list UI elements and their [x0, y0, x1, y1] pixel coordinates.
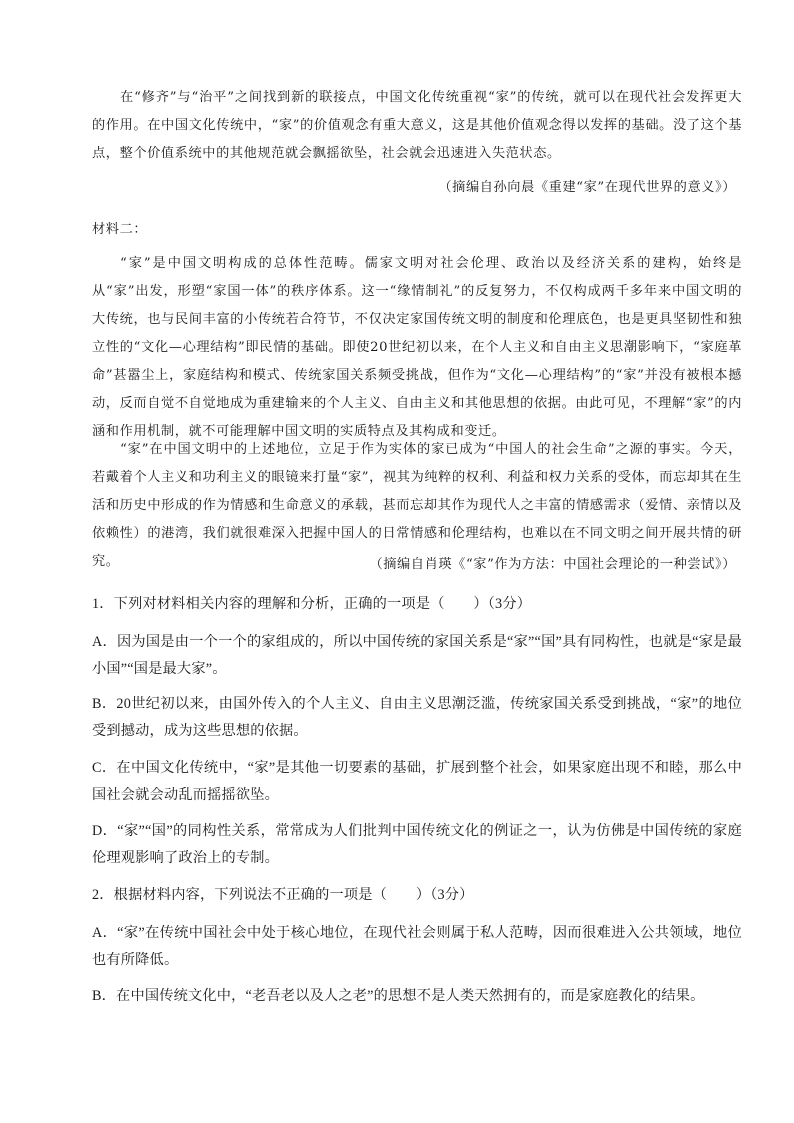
- question-1-stem: 1．下列对材料相关内容的理解和分析，正确的一项是（ ）（3分）: [92, 596, 532, 612]
- question-1-option-d: D．“家”“国”的同构性关系，常常成为人们批判中国传统文化的例证之一，认为仿佛是中国传统的家庭伦理观影响了政治上的专制。: [92, 823, 742, 866]
- material1-paragraph: 在“修齐”与“治平”之间找到新的联接点，中国文化传统重视“家”的传统，就可以在现代社会发挥更大的作用。在中国文化传统中，“家”的价值观念有重大意义，这是其他价值观念得以发挥的基础。没了这个基点，整个价值系统中的其他规范就会飘摇欲坠，社会就会迅速进入失范状态。: [92, 90, 742, 161]
- question-2-option-a: A．“家”在传统中国社会中处于核心地位，在现代社会则属于私人范畴，因而很难进入公共领域，地位也有所降低。: [92, 925, 742, 968]
- material1-source: （摘编自孙向晨《重建“家”在现代世界的意义》）: [438, 180, 736, 195]
- material2-paragraph-1: “家”是中国文明构成的总体性范畴。儒家文明对社会伦理、政治以及经济关系的建构，始终是从“家”出发，形塑“家国一体”的秩序体系。这一“缘情制礼”的反复努力，不仅构成两千多年来中国文明的大传统，也与民间丰富的小传统若合符节，不仅决定家国传统文明的制度和伦理底色，也是更具坚韧性和独立性的“文化—心理结构”即民情的基础。即使20世纪初以来，在个人主义和自由主义思潮影响下，“家庭革命”甚嚣尘上，家庭结构和模式、传统家国关系频受挑战，但作为“文化—心理结构”的“家”并没有被根本撼动，反而自觉不自觉地成为重建输来的个人主义、自由主义和其他思想的依据。由此可见，不理解“家”的内涵和作用机制，就不可能理解中国文明的实质特点及其构成和变迁。: [92, 256, 742, 439]
- question-2-option-b: B．在中国传统文化中，“老吾老以及人之老”的思想不是人类天然拥有的，而是家庭教化的结果。: [92, 988, 705, 1004]
- question-2-stem: 2．根据材料内容，下列说法不正确的一项是（ ）（3分）: [92, 887, 474, 903]
- question-1-option-a: A．因为国是由一个一个的家组成的，所以中国传统的家国关系是“家”“国”具有同构性，也就是“家是最小国”“国是最大家”。: [92, 634, 742, 677]
- question-1-option-b: B．20世纪初以来，由国外传入的个人主义、自由主义思潮泛滥，传统家国关系受到挑战，“家”的地位受到撼动，成为这些思想的依据。: [92, 696, 742, 739]
- question-1-option-c: C．在中国文化传统中，“家”是其他一切要素的基础，扩展到整个社会，如果家庭出现不和睦，那么中国社会就会动乱而摇摇欲坠。: [92, 760, 742, 803]
- material2-paragraph-2: “家”在中国文明中的上述地位，立足于作为实体的家已成为“中国人的社会生命”之源的事实。今天，若戴着个人主义和功利主义的眼镜来打量“家”，视其为纯粹的权利、利益和权力关系的受体，而忘却其在生活和历史中形成的作为情感和生命意义的承载，甚而忘却其作为现代人之丰富的情感需求（爱情、亲情以及依赖性）的港湾，我们就很难深入把握中国人的日常情感和伦理结构，也难以在不同文明之间开展共情的研究。: [92, 442, 742, 569]
- material2-label: 材料二：: [92, 222, 148, 237]
- material2-source: （摘编自肖瑛《“家”作为方法：中国社会理论的一种尝试》）: [369, 557, 736, 572]
